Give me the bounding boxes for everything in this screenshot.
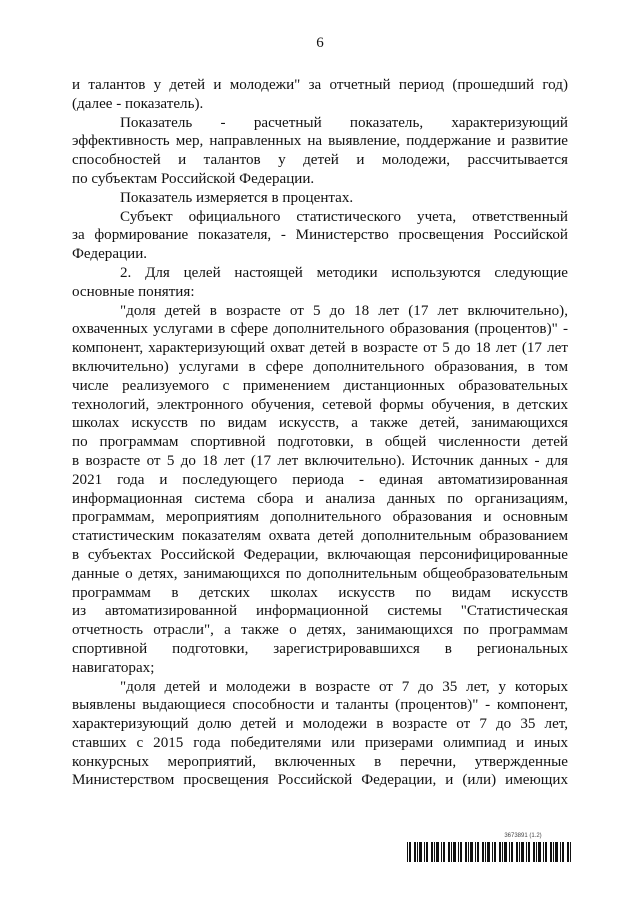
barcode-bar xyxy=(448,842,450,862)
barcode-bar xyxy=(458,842,459,862)
barcode-bar xyxy=(434,842,435,862)
text-line: за формирование показателя, - Министерство просвещения Российской xyxy=(72,227,568,244)
barcode-bar xyxy=(460,842,462,862)
text-line: выявлены выдающиеся способности и таланты (процентов)" - компонент, xyxy=(72,697,568,714)
barcode-bar xyxy=(570,842,571,862)
barcode-bar xyxy=(550,842,552,862)
text-line: характеризующий долю детей и молодежи в возрасте от 7 до 35 лет, xyxy=(72,716,568,733)
barcode-bar xyxy=(494,842,496,862)
barcode-bar xyxy=(543,842,544,862)
barcode-bar xyxy=(417,842,418,862)
text-line: программам в детских школах искусств по видам искусств xyxy=(72,584,568,601)
barcode-bar xyxy=(443,842,445,862)
text-line: навигаторах; xyxy=(72,659,155,676)
text-line: технологий, электронного обучения, сетевой формы обучения, в детских xyxy=(72,396,568,413)
barcode-bar xyxy=(555,842,558,862)
text-line: Субъект официального статистического учета, ответственный xyxy=(120,208,568,225)
barcode-bar xyxy=(431,842,433,862)
text-line: Министерством просвещения Российской Федерации, и (или) имеющих xyxy=(72,772,568,789)
text-line: отчетность отрасли", а также о детях, занимающихся по программам xyxy=(72,622,568,639)
barcode-bar xyxy=(419,842,422,862)
text-line: (далее - показатель). xyxy=(72,95,204,112)
text-line: в субъектах Российской Федерации, включающая персонифицированные xyxy=(72,546,568,563)
text-line: охваченных услугами в сфере дополнительного образования (процентов)" - xyxy=(72,321,568,338)
text-line: ставших с 2015 года победителями или призерами олимпиад и иных xyxy=(72,734,568,751)
text-line: по субъектам Российской Федерации. xyxy=(72,170,315,187)
barcode-bar xyxy=(562,842,564,862)
barcode-bar xyxy=(426,842,428,862)
text-line: Показатель измеряется в процентах. xyxy=(120,189,354,206)
barcode-bar xyxy=(468,842,469,862)
text-line: включительно) услугами в сфере дополнительного образования, в том xyxy=(72,358,568,375)
text-line: информационная система сбора и анализа данных по организациям, xyxy=(72,490,568,507)
barcode-bar xyxy=(487,842,490,862)
text-line: основные понятия: xyxy=(72,283,195,300)
barcode-bar xyxy=(521,842,524,862)
text-line: конкурсных мероприятий, включенных в перечни, утвержденные xyxy=(72,753,568,770)
barcode-bar xyxy=(509,842,510,862)
barcode-bar xyxy=(511,842,513,862)
barcode-bar xyxy=(538,842,541,862)
page-number: 6 xyxy=(316,35,324,51)
barcode-bar xyxy=(441,842,442,862)
barcode-bar xyxy=(536,842,537,862)
barcode-bar xyxy=(560,842,561,862)
text-line: из автоматизированной информационной системы "Статистическая xyxy=(72,603,568,620)
barcode-bar xyxy=(504,842,507,862)
text-line: и талантов у детей и молодежи" за отчетный период (прошедший год) xyxy=(72,77,568,93)
barcode-bar xyxy=(482,842,484,862)
barcode-bar xyxy=(528,842,530,862)
text-line: данные о детях, занимающихся по дополнительным общеобразовательным xyxy=(72,565,568,582)
text-line: "доля детей и молодежи в возрасте от 7 до 35 лет, у которых xyxy=(120,678,568,695)
barcode-bar xyxy=(567,842,569,862)
text-line: компонент, характеризующий охват детей в возрасте от 5 до 18 лет (17 лет xyxy=(72,340,568,357)
barcode-bar xyxy=(436,842,439,862)
barcode-bar xyxy=(424,842,425,862)
text-line: способностей и талантов у детей и молодежи, рассчитывается xyxy=(72,152,568,169)
barcode-bar xyxy=(545,842,547,862)
text-line: в возрасте от 5 до 18 лет (17 лет включительно). Источник данных - для xyxy=(72,452,568,469)
text-line: по программам спортивной подготовки, в общей численности детей xyxy=(72,434,568,451)
text-line: школах искусств по видам искусств, а также детей, занимающихся xyxy=(72,415,568,432)
barcode-bar xyxy=(465,842,467,862)
barcode-bar xyxy=(409,842,411,862)
barcode-bar xyxy=(470,842,473,862)
barcode-bar xyxy=(519,842,520,862)
text-line: программам, мероприятиям дополнительного образования и основным xyxy=(72,509,568,526)
barcode-bar xyxy=(533,842,535,862)
barcode-bar xyxy=(516,842,518,862)
barcode-bar xyxy=(414,842,416,862)
barcode-bar xyxy=(475,842,476,862)
barcode-bar xyxy=(451,842,452,862)
text-line: "доля детей в возрасте от 5 до 18 лет (17 лет включительно), xyxy=(120,302,568,319)
text-line: статистическим показателям охвата детей дополнительным образованием xyxy=(72,528,568,545)
text-line: 2021 года и последующего периода - единая автоматизированная xyxy=(72,471,568,488)
text-line: Федерации. xyxy=(72,246,148,263)
barcode-bar xyxy=(407,842,408,862)
barcode-bar xyxy=(553,842,554,862)
barcode-bar xyxy=(526,842,527,862)
barcode-icon xyxy=(407,842,572,862)
document-body xyxy=(72,76,568,790)
text-line: спортивной подготовки, зарегистрировавшихся в региональных xyxy=(72,640,568,657)
text-line: 2. Для целей настоящей методики используются следующие xyxy=(120,264,568,281)
text-line: эффективность мер, направленных на выявление, поддержание и развитие xyxy=(72,133,568,150)
barcode-bar xyxy=(477,842,479,862)
barcode-bar xyxy=(502,842,503,862)
barcode-bar xyxy=(499,842,501,862)
barcode-bar xyxy=(453,842,456,862)
barcode-bar xyxy=(492,842,493,862)
text-line: числе реализуемого с применением дистанционных образовательных xyxy=(72,377,568,394)
document-code: 3673891 (1.2) xyxy=(504,833,542,839)
text-line: Показатель - расчетный показатель, характеризующий xyxy=(120,114,568,131)
barcode-bar xyxy=(485,842,486,862)
